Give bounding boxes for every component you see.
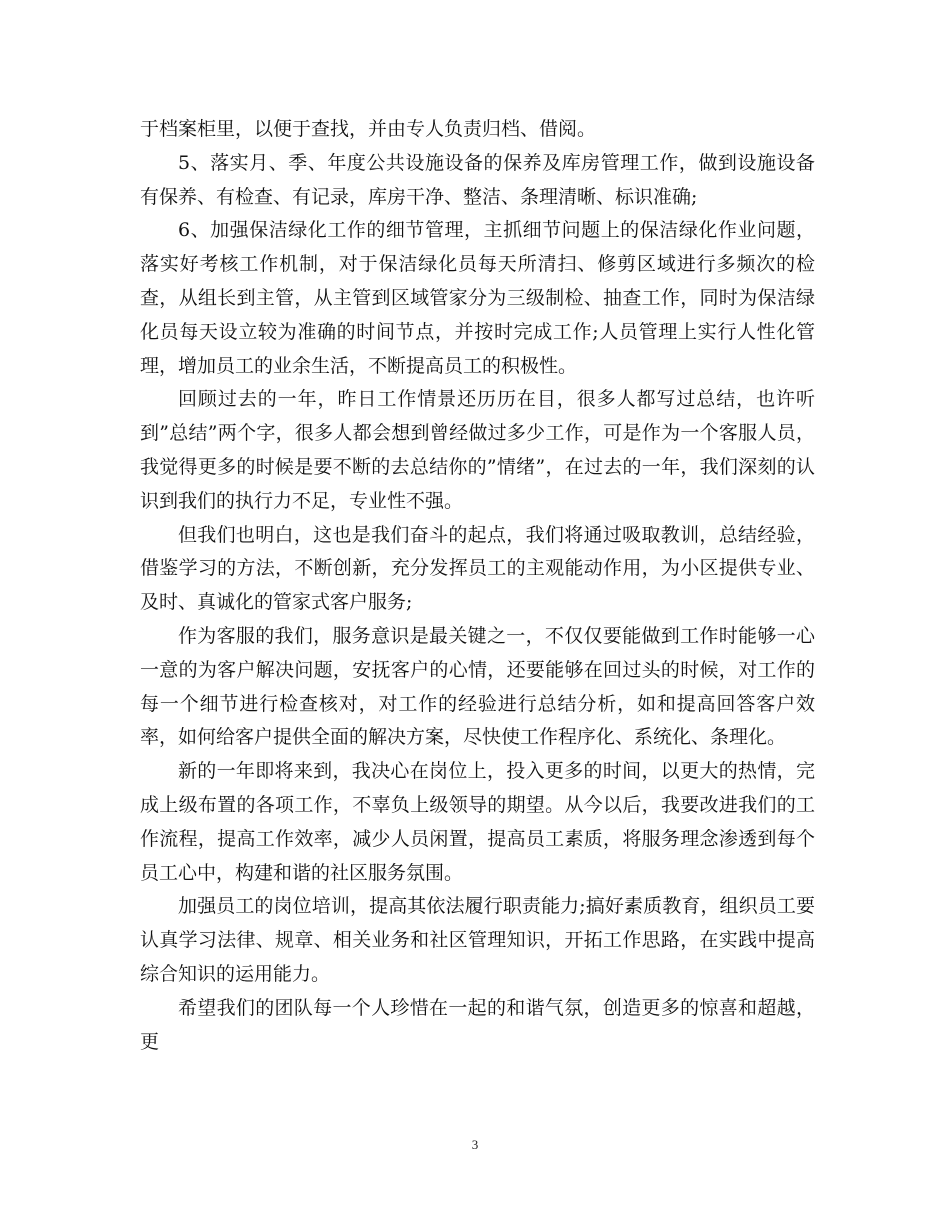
paragraph: 作为客服的我们，服务意识是最关键之一，不仅仅要能做到工作时能够一心一意的为客户解决问题，安抚客户的心情，还要能够在回过头的时候，对工作的每一个细节进行检查核对，对工作的经验进行总结分析，如和提高回答客户效率，如何给客户提供全面的解决方案，尽快使工作程序化、系统化、条理化。 — [140, 624, 815, 749]
paragraph: 新的一年即将来到，我决心在岗位上，投入更多的时间，以更大的热情，完成上级布置的各项工作，不辜负上级领导的期望。从今以后，我要改进我们的工作流程，提高工作效率，减少人员闲置，提高员工素质，将服务理念渗透到每个员工心中，构建和谐的社区服务氛围。 — [140, 760, 815, 884]
page-number: 3 — [471, 1137, 479, 1152]
paragraph: 6、加强保洁绿化工作的细节管理，主抓细节问题上的保洁绿化作业问题，落实好考核工作机制，对于保洁绿化员每天所清扫、修剪区域进行多频次的检查，从组长到主管，从主管到区域管家分为三级制检、抽查工作，同时为保洁绿化员每天设立较为准确的时间节点，并按时完成工作;人员管理上实行人性化管理，增加员工的业余生活，不断提高员工的积极性。 — [140, 219, 815, 377]
paragraph: 回顾过去的一年，昨日工作情景还历历在目，很多人都写过总结，也许听到”总结”两个字，很多人都会想到曾经做过多少工作，可是作为一个客服人员，我觉得更多的时候是要不断的去总结你的”情绪”，在过去的一年，我们深刻的认识到我们的执行力不足，专业性不强。 — [140, 388, 815, 512]
paragraph: 希望我们的团队每一个人珍惜在一起的和谐气氛，创造更多的惊喜和超越，更 — [140, 996, 815, 1053]
document-body — [140, 113, 815, 1059]
paragraph: 加强员工的岗位培训，提高其依法履行职责能力;搞好素质教育，组织员工要认真学习法律、规章、相关业务和社区管理知识，开拓工作思路，在实践中提高综合知识的运用能力。 — [140, 895, 815, 985]
paragraph: 但我们也明白，这也是我们奋斗的起点，我们将通过吸取教训，总结经验，借鉴学习的方法，不断创新，充分发挥员工的主观能动作用，为小区提供专业、及时、真诚化的管家式客户服务; — [140, 523, 815, 614]
paragraph: 于档案柜里，以便于查找，并由专人负责归档、借阅。 — [140, 118, 597, 140]
paragraph: 5、落实月、季、年度公共设施设备的保养及库房管理工作，做到设施设备有保养、有检查、有记录，库房干净、整洁、条理清晰、标识准确; — [140, 151, 815, 208]
